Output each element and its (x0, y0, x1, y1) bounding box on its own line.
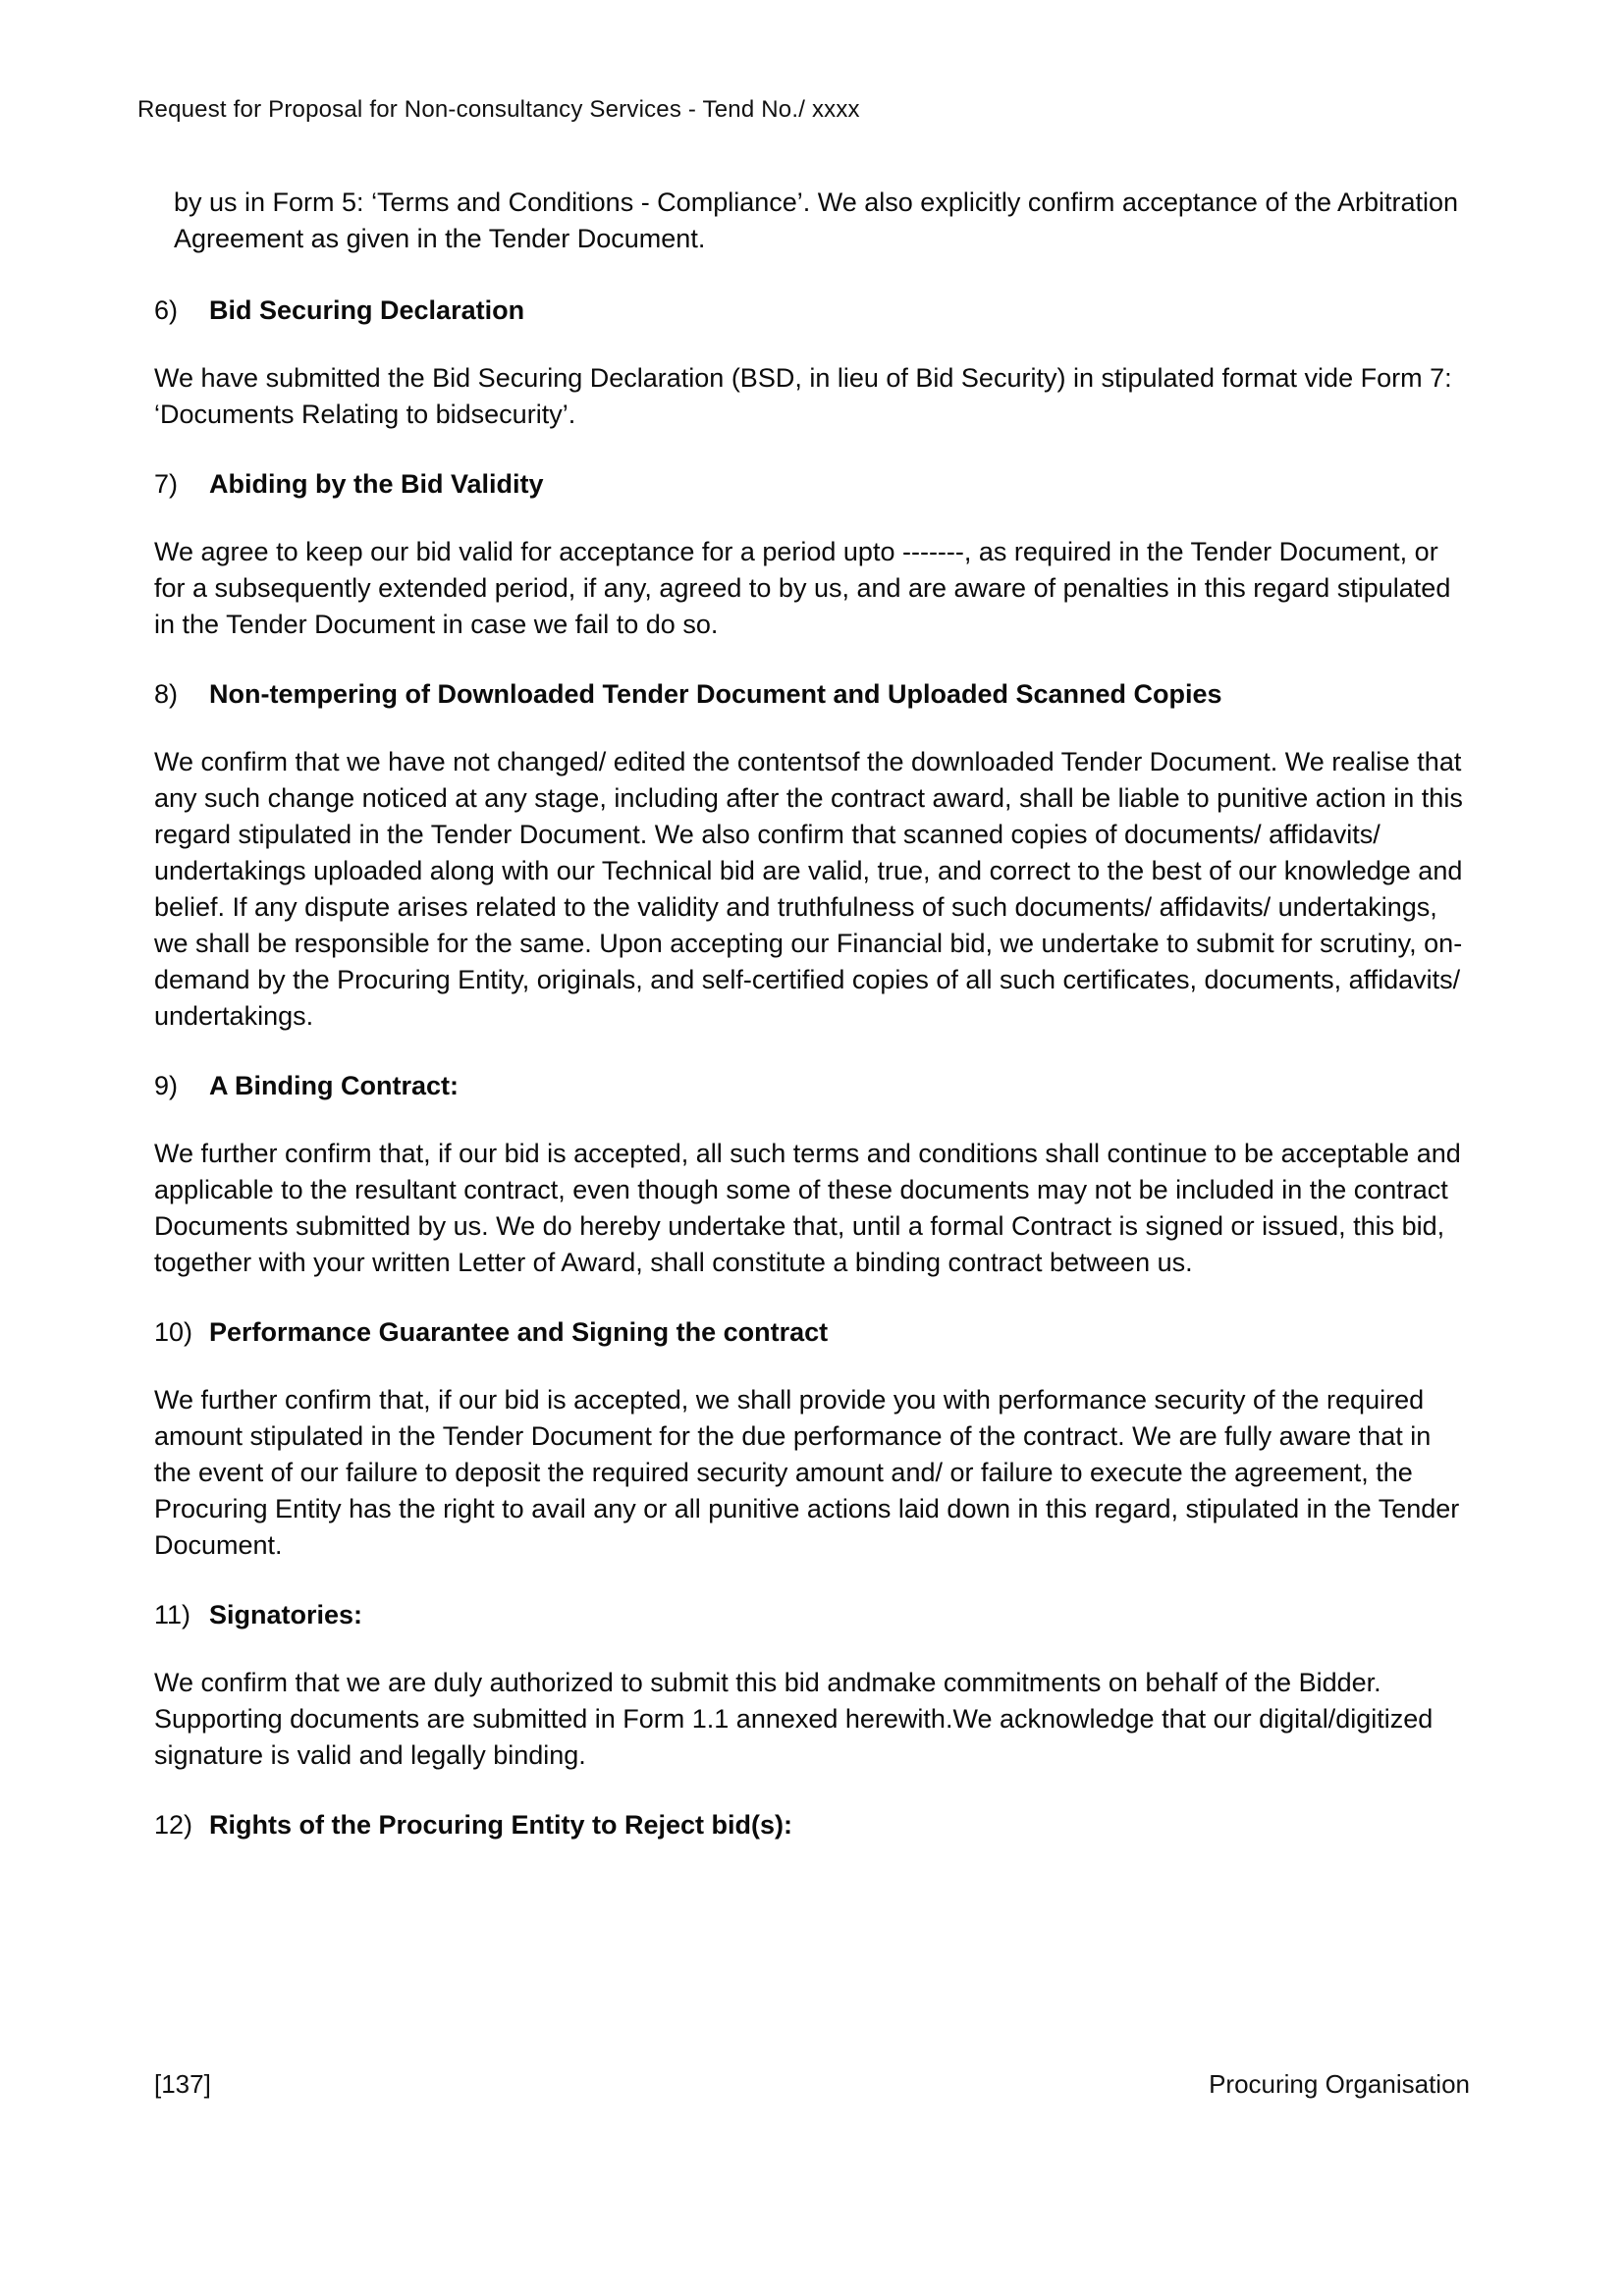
section-body: We agree to keep our bid valid for acceptance for a period upto -------, as required in the Tender Document, or for a subsequently extended period, if any, agreed to by us, and are aware of penalties in this regard stipulated in the Tender Document in case we fail to do so. (154, 537, 1451, 639)
section-number: 11) (154, 1600, 191, 1629)
section-number: 9) (154, 1071, 179, 1100)
section-6-heading (154, 293, 1470, 329)
section-number: 8) (154, 679, 179, 709)
section-6 (154, 293, 1470, 433)
section-number: 10) (154, 1317, 193, 1347)
page-header-title: Request for Proposal for Non-consultancy Services - Tend No./ xxxx (137, 96, 860, 123)
section-title: Non-tempering of Downloaded Tender Document and Uploaded Scanned Copies (209, 679, 1222, 709)
page-footer (154, 2069, 1470, 2100)
section-body: We have submitted the Bid Securing Declaration (BSD, in lieu of Bid Security) in stipulated format vide Form 7: ‘Documents Relating to bidsecurity’. (154, 363, 1452, 429)
section-title: Performance Guarantee and Signing the contract (209, 1317, 829, 1347)
footer-organisation-label: Procuring Organisation (1209, 2069, 1470, 2099)
section-title: Bid Securing Declaration (209, 295, 525, 325)
section-title: A Binding Contract: (209, 1071, 459, 1100)
section-body: We confirm that we have not changed/ edited the contentsof the downloaded Tender Document. We realise that any such change noticed at any stage, including after the contract award, shall be liable to punitive action in this regard stipulated in the Tender Document. We also confirm that scanned copies of documents/ affidavits/ undertakings uploaded along with our Technical bid are valid, true, and correct to the best of our knowledge and belief. If any dispute arises related to the validity and truthfulness of such documents/ affidavits/ undertakings, we shall be responsible for the same. Upon accepting our Financial bid, we undertake to submit for scrutiny, on-demand by the Procuring Entity, originals, and self-certified copies of all such certificates, documents, affidavits/ undertakings. (154, 747, 1463, 1031)
section-title: Rights of the Procuring Entity to Reject bid(s): (209, 1810, 792, 1840)
section-8-heading (154, 676, 1470, 713)
intro-paragraph: by us in Form 5: ‘Terms and Conditions - Compliance’. We also explicitly confirm acceptance of the Arbitration Agreement as given in the Tender Document. (174, 187, 1459, 253)
section-number: 6) (154, 295, 179, 325)
section-10-heading (154, 1314, 1470, 1351)
section-9-heading (154, 1068, 1470, 1104)
section-7 (154, 466, 1470, 643)
section-body: We further confirm that, if our bid is accepted, all such terms and conditions shall continue to be acceptable and applicable to the resultant contract, even though some of these documents may not be included in the contract Documents submitted by us. We do hereby undertake that, until a formal Contract is signed or issued, this bid, together with your written Letter of Award, shall constitute a binding contract between us. (154, 1139, 1461, 1277)
section-number: 12) (154, 1810, 193, 1840)
section-number: 7) (154, 469, 179, 499)
section-9 (154, 1068, 1470, 1281)
section-title: Signatories: (209, 1600, 363, 1629)
section-body: We confirm that we are duly authorized to submit this bid andmake commitments on behalf of the Bidder. Supporting documents are submitted in Form 1.1 annexed herewith.We acknowledge that our digital/digitized signature is valid and legally binding. (154, 1668, 1434, 1770)
section-11-heading (154, 1597, 1470, 1633)
section-body: We further confirm that, if our bid is accepted, we shall provide you with performance security of the required amount stipulated in the Tender Document for the due performance of the contract. We are fully aware that in the event of our failure to deposit the required security amount and/ or failure to execute the agreement, the Procuring Entity has the right to avail any or all punitive actions laid down in this regard, stipulated in the Tender Document. (154, 1385, 1460, 1560)
section-10 (154, 1314, 1470, 1564)
section-8 (154, 676, 1470, 1035)
section-12-heading (154, 1807, 1470, 1843)
document-body (154, 185, 1470, 1875)
section-7-heading (154, 466, 1470, 503)
footer-page-number: [137] (154, 2069, 211, 2099)
section-12 (154, 1807, 1470, 1843)
section-title: Abiding by the Bid Validity (209, 469, 544, 499)
section-11 (154, 1597, 1470, 1774)
